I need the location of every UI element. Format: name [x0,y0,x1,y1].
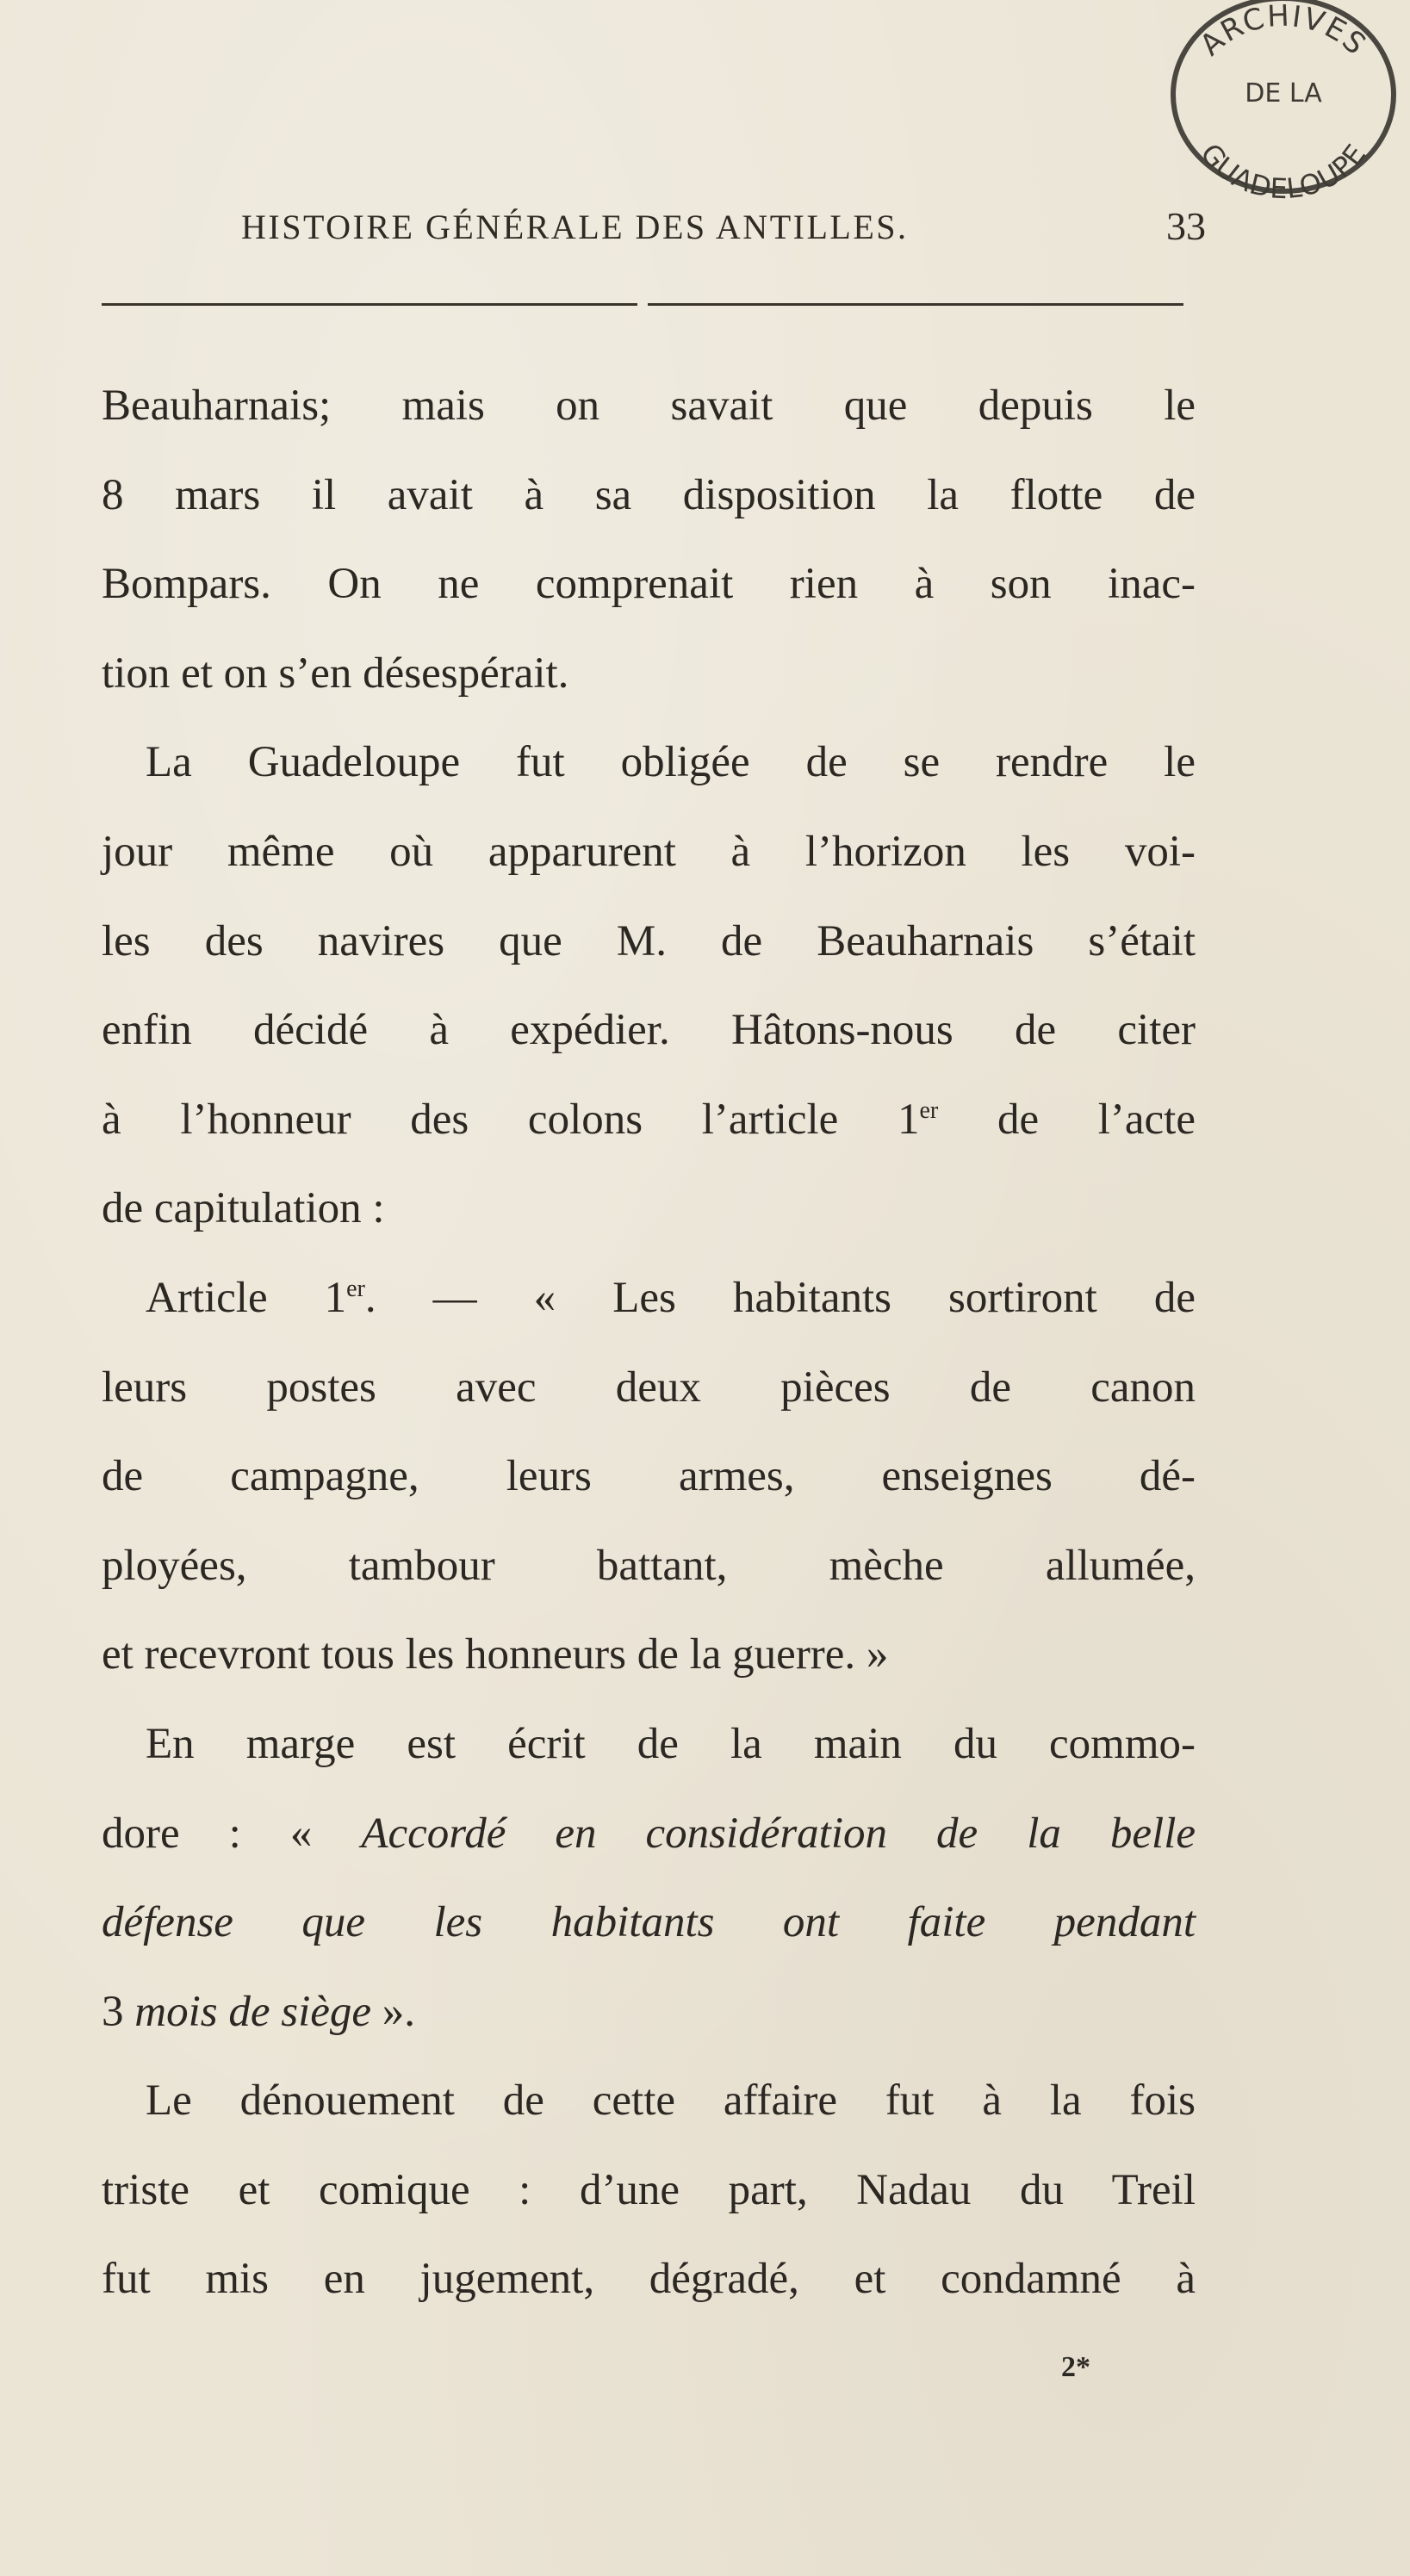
signature-mark: 2* [1061,2351,1090,2383]
text-line: leurs postes avec deux pièces de canon [102,1362,1196,1412]
header-rule-right [648,303,1183,306]
header-rule-left [102,303,637,306]
text-line: Article 1er. — « Les habitants sortiront de [146,1273,1196,1322]
text-line: Le dénouement de cette affaire fut à la fois [146,2076,1196,2126]
stamp-bottom-text: GUADELOUPE [1194,137,1373,206]
text-line: jour même où apparurent à l’horizon les voi- [102,827,1196,876]
text-line: fut mis en jugement, dégradé, et condamné à [102,2255,1196,2304]
text-line: de campagne, leurs armes, enseignes dé- [102,1452,1196,1501]
stamp-top-text: ARCHIVES [1193,0,1374,63]
text-line: Beauharnais; mais on savait que depuis le [102,382,1196,430]
text-line: triste et comique : d’une part, Nadau du Treil [102,2165,1196,2214]
text-line: et recevront tous les honneurs de la guerre. » [102,1630,889,1679]
text-line: ployées, tambour battant, mèche allumée, [102,1541,1196,1590]
text-line: enfin décidé à expédier. Hâtons-nous de citer [102,1006,1196,1055]
page-number: 33 [1166,204,1206,248]
text-line: tion et on s’en désespérait. [102,649,569,698]
text-line: Bompars. On ne comprenait rien à son inac- [102,560,1196,609]
text-line: La Guadeloupe fut obligée de se rendre le [146,738,1196,787]
archives-stamp [1154,0,1410,215]
running-header [241,204,1214,258]
stamp-middle-text: DE LA [1245,78,1322,109]
text-line: En marge est écrit de la main du commo- [146,1719,1196,1768]
text-line: dore : « Accordé en considération de la belle [102,1809,1196,1858]
text-line: défense que les habitants ont faite pendant [102,1898,1196,1947]
running-title: HISTOIRE GÉNÉRALE DES ANTILLES. [241,208,909,246]
svg-text:ARCHIVES [1194,0,1374,63]
svg-text:GUADELOUPE [1194,137,1372,205]
text-line: 8 mars il avait à sa disposition la flotte de [102,470,1196,519]
text-line: les des navires que M. de Beauharnais s’était [102,916,1196,965]
text-line: de capitulation : [102,1184,385,1233]
text-line: 3 mois de siège ». [102,1987,416,2036]
body-text [102,362,1196,2325]
text-line: à l’honneur des colons l’article 1er de l’acte [102,1095,1196,1144]
